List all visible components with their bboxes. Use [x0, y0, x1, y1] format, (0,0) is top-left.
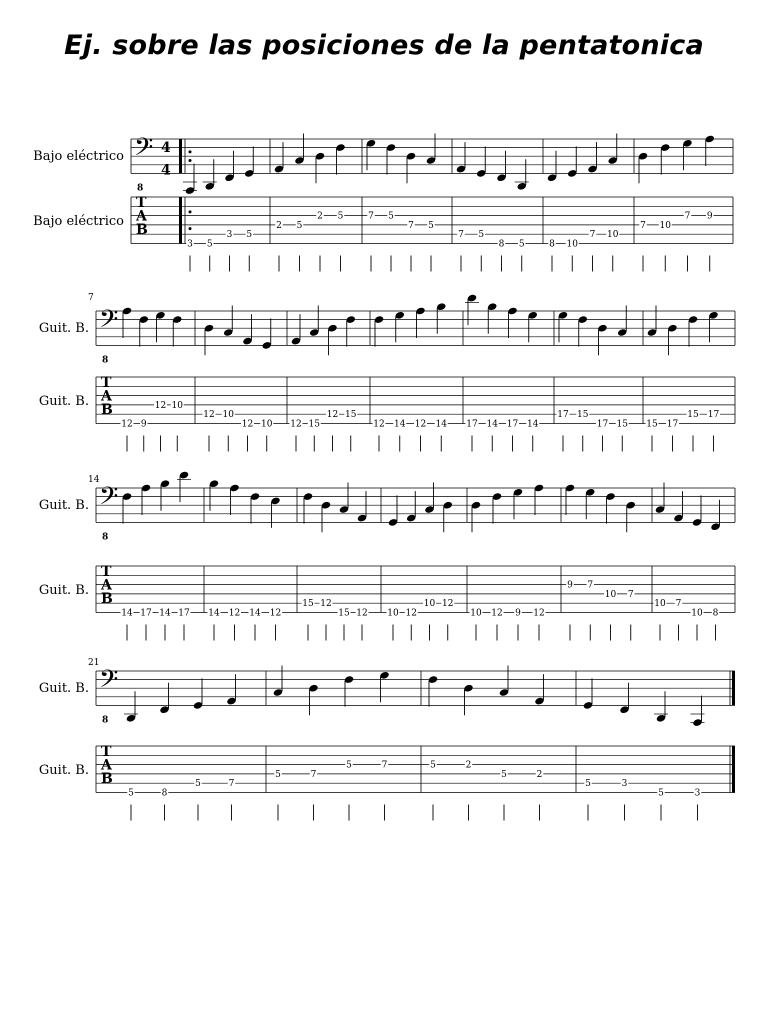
system-4-tab-clef-t: T [101, 744, 112, 760]
system-2-tab-fret-number: 15 [345, 410, 357, 421]
system-1-tab-fret-number: 7 [408, 220, 414, 231]
system-4-tab-fret-number: 5 [658, 788, 664, 799]
system-1-time-sig-bottom: 4 [161, 162, 171, 179]
system-4-measure-number: 21 [88, 658, 100, 668]
system-3-tab-fret-number: 17 [178, 608, 190, 619]
system-4-tab-fret-number: 5 [346, 760, 352, 771]
system-2-tab-fret-number: 17 [707, 410, 720, 421]
system-1-tab-fret-number: 2 [317, 211, 323, 222]
system-4-tab-fret-number: 8 [161, 788, 168, 799]
system-1-tab-fret-number: 5 [206, 239, 213, 250]
system-1-tab-fret-number: 10 [659, 220, 671, 231]
system-3-tab-fret-number: 10 [691, 608, 703, 619]
system-1-repeat-dot [189, 150, 192, 153]
system-1-tab-label: Bajo eléctrico [33, 214, 124, 230]
system-1-tab-fret-number: 7 [684, 211, 691, 222]
system-2-tab-fret-number: 17 [506, 419, 519, 430]
system-2-tab-fret-number: 12 [414, 419, 427, 430]
system-1-tab-fret-number: 2 [276, 220, 282, 231]
system-2-tab-fret-number: 14 [527, 419, 539, 430]
system-1-repeat-thick-bar [179, 197, 182, 244]
system-4-tab-fret-number: 7 [381, 760, 388, 771]
system-4-tab-fret-number: 7 [310, 769, 317, 780]
system-3-measure-number: 14 [88, 475, 100, 485]
system-2-tab-fret-number: 15 [308, 419, 320, 430]
system-1-tab-fret-number: 3 [187, 239, 193, 250]
system-1-bass-clef-icon: 𝄢 [134, 133, 154, 168]
system-3-tab-fret-number: 12 [442, 599, 454, 610]
system-4-bass-clef-icon: 𝄢 [99, 665, 119, 700]
system-2-bass-clef-icon: 𝄢 [99, 305, 119, 340]
system-1-tab-fret-number: 5 [296, 220, 303, 231]
system-4-tab-label: Guit. B. [38, 763, 89, 779]
system-2-tab-fret-number: 12 [373, 419, 385, 430]
system-3-tab-fret-number: 12 [491, 608, 503, 619]
system-2-tab-fret-number: 17 [666, 419, 679, 430]
system-2-tab-clef-b: B [101, 402, 113, 418]
system-3-tab-fret-number: 7 [675, 599, 682, 610]
system-1-tab-fret-number: 3 [226, 230, 233, 241]
system-1-clef-octave-mark: 8 [137, 183, 144, 194]
system-2-tab-fret-number: 12 [290, 419, 302, 430]
system-3-tab-fret-number: 7 [587, 580, 594, 591]
system-2-tab-fret-number: 17 [466, 419, 478, 430]
system-1-tab-fret-number: 5 [337, 211, 344, 222]
system-2-tab-fret-number: 9 [140, 419, 147, 430]
system-3-tab-fret-number: 9 [515, 608, 521, 619]
system-2-clef-octave-mark: 8 [102, 355, 109, 366]
system-2-measure-number: 7 [88, 293, 94, 303]
system-3-bass-clef-icon: 𝄢 [99, 482, 119, 517]
system-3-tab-fret-number: 12 [228, 608, 241, 619]
system-4-tab-fret-number: 5 [195, 779, 201, 790]
system-1-tab-fret-number: 5 [518, 239, 525, 250]
system-2-tab-fret-number: 15 [687, 410, 699, 421]
system-1-tab-clef-a: A [136, 208, 147, 225]
system-3-tab-fret-number: 12 [533, 608, 545, 619]
system-1-tab-fret-number: 7 [458, 230, 464, 241]
system-3-tab-fret-number: 14 [249, 608, 261, 619]
system-2-tab-fret-number: 10 [261, 419, 273, 430]
system-4-tab-fret-number: 5 [430, 760, 436, 771]
system-1-tab-fret-number: 5 [428, 220, 434, 231]
system-1-tab-fret-number: 7 [368, 211, 374, 222]
system-1-tab-clef-t: T [136, 195, 147, 211]
system-2-tab-fret-number: 12 [121, 419, 133, 430]
system-4-tab-fret-number: 2 [465, 760, 472, 771]
system-1-tab-fret-number: 7 [640, 220, 646, 231]
system-3-tab-fret-number: 12 [269, 608, 282, 619]
system-3-tab-fret-number: 12 [405, 608, 417, 619]
system-4-tab-fret-number: 5 [501, 769, 507, 780]
system-1-time-sig-top: 4 [161, 139, 171, 156]
system-1-tab-fret-number: 10 [607, 230, 619, 241]
system-3-tab-fret-number: 17 [140, 608, 152, 619]
system-4-tab-fret-number: 7 [228, 779, 235, 790]
system-1-tab-fret-number: 5 [388, 211, 394, 222]
system-1-tab-fret-number: 10 [566, 239, 578, 250]
system-1-repeat-dot [189, 227, 192, 230]
system-4-tab-fret-number: 5 [128, 788, 134, 799]
system-1-tab-clef-b: B [136, 222, 148, 238]
system-3-tab-clef-t: T [101, 564, 112, 580]
system-3-tab-fret-number: 12 [356, 608, 368, 619]
system-3-tab-fret-number: 10 [423, 599, 436, 610]
system-3-tab-fret-number: 14 [208, 608, 220, 619]
system-2-tab-clef-t: T [101, 375, 112, 391]
system-1-tab-fret-number: 9 [706, 211, 713, 222]
system-2-tab-fret-number: 14 [486, 419, 498, 430]
system-2-tab-fret-number: 12 [154, 400, 167, 411]
system-2-tab-fret-number: 14 [394, 419, 406, 430]
system-3-tab-fret-number: 12 [320, 599, 332, 610]
system-1-repeat-dot [189, 210, 192, 213]
system-2-tab-fret-number: 15 [646, 419, 658, 430]
system-3-tab-fret-number: 15 [338, 608, 350, 619]
system-2-tab-fret-number: 17 [596, 419, 609, 430]
system-1-tab-fret-number: 5 [478, 230, 485, 241]
system-3-tab-fret-number: 9 [567, 580, 573, 591]
system-3-tab-fret-number: 15 [302, 599, 314, 610]
system-4-tab-fret-number: 5 [585, 779, 591, 790]
system-3-tab-fret-number: 14 [159, 608, 171, 619]
system-2-tab-fret-number: 10 [171, 400, 183, 411]
system-3-tab-fret-number: 10 [387, 608, 399, 619]
system-4-staff-label: Guit. B. [38, 681, 89, 697]
system-1-staff-label: Bajo eléctrico [33, 149, 124, 165]
system-3-tab-clef-a: A [101, 577, 112, 594]
system-4-clef-octave-mark: 8 [102, 715, 109, 726]
system-2-tab-fret-number: 12 [203, 410, 215, 421]
system-3-staff-label: Guit. B. [38, 498, 89, 514]
system-2-tab-clef-a: A [101, 388, 112, 405]
system-3-tab-fret-number: 10 [604, 589, 617, 600]
system-4-tab-fret-number: 3 [621, 779, 628, 790]
system-2-tab-fret-number: 17 [557, 410, 569, 421]
score-title: Ej. sobre las posiciones de la pentatonica [64, 30, 704, 61]
system-2-staff-label: Guit. B. [38, 321, 89, 337]
system-4-final-thick-bar [732, 746, 735, 793]
system-2-tab-fret-number: 14 [435, 419, 447, 430]
system-4-tab-clef-b: B [101, 771, 113, 787]
system-3-tab-clef-b: B [101, 591, 113, 607]
system-4-final-thick-bar [732, 671, 735, 705]
system-2-tab-label: Guit. B. [38, 394, 89, 410]
system-1-tab-fret-number: 5 [246, 230, 253, 241]
system-4-tab-fret-number: 3 [694, 788, 701, 799]
system-4-tab-fret-number: 2 [536, 769, 543, 780]
system-3-clef-octave-mark: 8 [102, 532, 109, 543]
system-3-tab-fret-number: 8 [712, 608, 719, 619]
system-3-tab-fret-number: 14 [121, 608, 133, 619]
system-4-tab-clef-a: A [101, 757, 112, 774]
system-1-tab-fret-number: 8 [549, 239, 555, 250]
system-3-tab-fret-number: 10 [470, 608, 482, 619]
system-2-tab-fret-number: 12 [326, 410, 339, 421]
system-1-tab-fret-number: 7 [589, 230, 596, 241]
system-2-tab-fret-number: 12 [241, 419, 254, 430]
system-2-tab-fret-number: 15 [577, 410, 589, 421]
system-3-tab-fret-number: 10 [654, 599, 666, 610]
system-1-tab-fret-number: 8 [498, 239, 505, 250]
system-1-repeat-dot [189, 159, 192, 162]
system-1-repeat-thick-bar [179, 139, 182, 173]
system-2-tab-fret-number: 10 [222, 410, 234, 421]
system-4-tab-fret-number: 5 [275, 769, 281, 780]
system-3-tab-label: Guit. B. [38, 583, 89, 599]
system-3-tab-fret-number: 7 [627, 589, 634, 600]
system-2-tab-fret-number: 15 [616, 419, 628, 430]
